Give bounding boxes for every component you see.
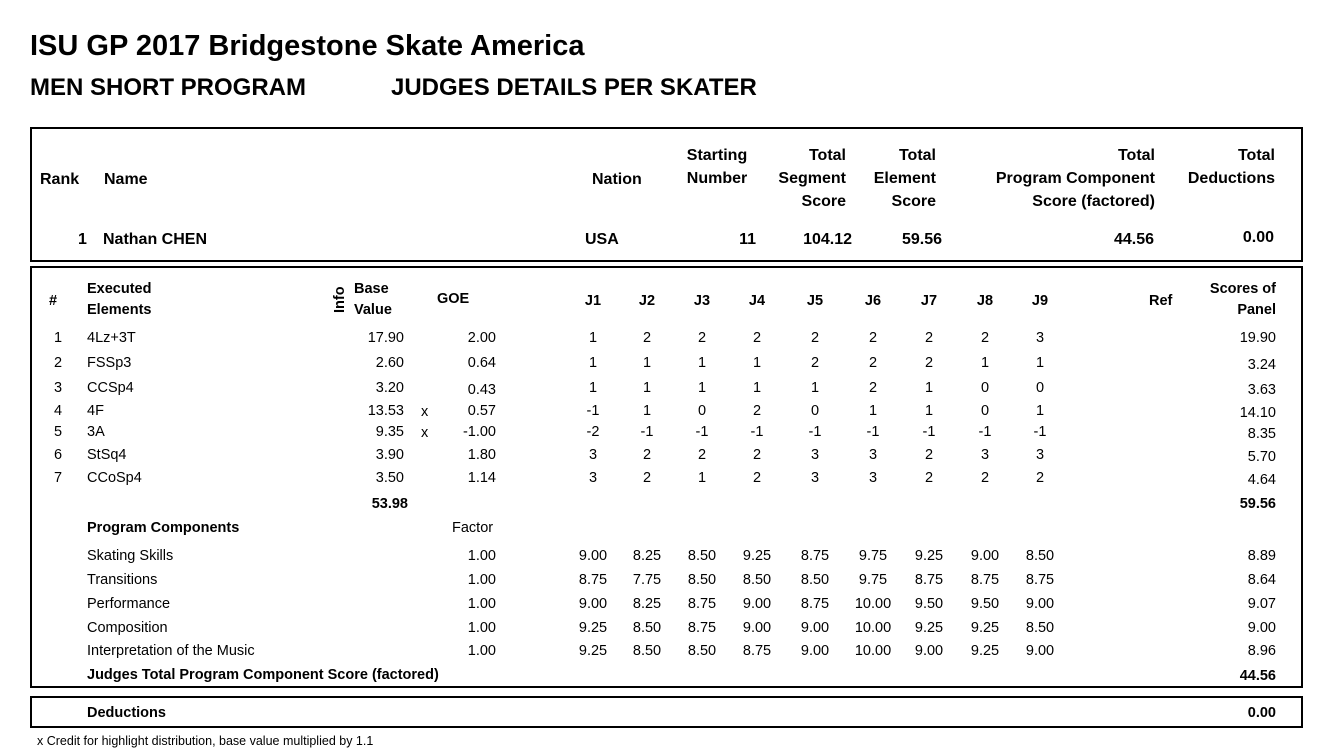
component-panel-score: 8.96 [1247, 643, 1276, 659]
element-judge-score: 2 [810, 330, 820, 346]
element-info-flag: x [421, 404, 429, 420]
skater-starting-number: 11 [739, 231, 756, 248]
element-judge-score: -1 [1033, 424, 1047, 440]
element-panel-score: 3.24 [1247, 357, 1276, 373]
element-judge-score: 2 [980, 470, 990, 486]
executed-elements-header: Executed Elements [87, 281, 152, 318]
component-judge-score: 8.50 [687, 548, 717, 564]
component-factor: 1.00 [467, 548, 496, 564]
component-judge-score: 8.75 [687, 596, 717, 612]
skater-rank: 1 [78, 231, 87, 248]
element-judge-score: 2 [980, 330, 990, 346]
component-judge-score: 10.00 [854, 596, 892, 612]
element-panel-score: 3.63 [1247, 382, 1276, 398]
element-judge-score: 1 [924, 403, 934, 419]
total-element-score-header: Total Element Score [873, 147, 936, 210]
element-number-header: # [49, 293, 58, 309]
elements-total-panel-score: 59.56 [1239, 496, 1276, 512]
page-title: ISU GP 2017 Bridgestone Skate America [30, 30, 585, 62]
skater-nation: USA [585, 231, 619, 248]
element-judge-score: 3 [588, 447, 598, 463]
element-judge-score: 1 [752, 355, 762, 371]
nation-header: Nation [592, 171, 642, 188]
element-judge-score: 2 [642, 330, 652, 346]
component-name: Transitions [87, 572, 158, 588]
element-judge-score: 2 [752, 403, 762, 419]
component-judge-score: 9.00 [914, 643, 944, 659]
component-name: Skating Skills [87, 548, 174, 564]
element-judge-score: -1 [866, 424, 880, 440]
element-panel-score: 8.35 [1247, 426, 1276, 442]
element-goe: 0.43 [467, 382, 496, 398]
component-judge-score: 9.50 [914, 596, 944, 612]
component-judge-score: 8.50 [632, 620, 662, 636]
element-judge-score: -1 [922, 424, 936, 440]
element-judge-score: -2 [586, 424, 600, 440]
element-info-flag: x [421, 425, 429, 441]
component-judge-score: 9.00 [1025, 643, 1055, 659]
component-panel-score: 9.07 [1247, 596, 1276, 612]
component-judge-score: 8.50 [742, 572, 772, 588]
component-panel-score: 8.64 [1247, 572, 1276, 588]
segment-title: MEN SHORT PROGRAM [30, 74, 306, 101]
name-header: Name [104, 171, 148, 188]
element-judge-score: -1 [808, 424, 822, 440]
component-judge-score: 8.75 [742, 643, 772, 659]
component-judge-score: 8.25 [632, 596, 662, 612]
skater-total-pcs: 44.56 [1113, 231, 1154, 248]
element-judge-score: 0 [697, 403, 707, 419]
element-judge-score: -1 [586, 403, 600, 419]
element-judge-score: -1 [750, 424, 764, 440]
element-panel-score: 5.70 [1247, 449, 1276, 465]
element-name: FSSp3 [87, 355, 132, 371]
ref-header: Ref [1149, 293, 1173, 309]
deductions-box [30, 696, 1303, 728]
element-judge-score: 1 [642, 355, 652, 371]
component-judge-score: 8.25 [632, 548, 662, 564]
element-judge-score: 2 [924, 330, 934, 346]
element-base-value: 13.53 [367, 403, 404, 419]
component-judge-score: 8.75 [970, 572, 1000, 588]
component-judge-score: 8.75 [578, 572, 608, 588]
element-judge-score: -1 [640, 424, 654, 440]
element-judge-score: 2 [697, 447, 707, 463]
element-judge-score: 3 [810, 470, 820, 486]
element-judge-score: 2 [697, 330, 707, 346]
rank-header: Rank [40, 171, 80, 188]
element-judge-score: 1 [588, 330, 598, 346]
component-judge-score: 8.50 [1025, 620, 1055, 636]
pcs-total-label: Judges Total Program Component Score (factored) [87, 667, 439, 683]
total-deductions-header: Total Deductions [1187, 147, 1275, 187]
scores-of-panel-header: Scores of Panel [1209, 281, 1276, 318]
component-name: Composition [87, 620, 168, 636]
component-judge-score: 8.50 [1025, 548, 1055, 564]
element-judge-score: 1 [924, 380, 934, 396]
element-goe: 0.64 [467, 355, 496, 371]
element-judge-score: 1 [868, 403, 878, 419]
element-judge-score: -1 [978, 424, 992, 440]
element-judge-score: 3 [1035, 330, 1045, 346]
base-value-header: Base Value [354, 281, 392, 318]
element-judge-score: 2 [642, 447, 652, 463]
component-judge-score: 9.00 [970, 548, 1000, 564]
element-name: StSq4 [87, 447, 127, 463]
element-judge-score: 3 [980, 447, 990, 463]
element-goe: -1.00 [462, 424, 496, 440]
element-judge-score: 1 [752, 380, 762, 396]
factor-label: Factor [452, 520, 494, 536]
element-name: 4Lz+3T [87, 330, 136, 346]
component-judge-score: 9.50 [970, 596, 1000, 612]
element-judge-score: -1 [695, 424, 709, 440]
element-judge-score: 1 [588, 355, 598, 371]
element-goe: 1.80 [467, 447, 496, 463]
component-judge-score: 9.00 [578, 548, 608, 564]
judge-header-9: J9 [1031, 293, 1049, 309]
element-judge-score: 1 [980, 355, 990, 371]
info-header: Info [332, 286, 348, 313]
element-number: 5 [53, 424, 63, 440]
judge-header-4: J4 [748, 293, 766, 309]
component-judge-score: 9.25 [578, 643, 608, 659]
element-judge-score: 1 [697, 380, 707, 396]
element-judge-score: 2 [752, 330, 762, 346]
program-components-label: Program Components [87, 520, 240, 536]
element-judge-score: 3 [810, 447, 820, 463]
skater-total-segment-score: 104.12 [803, 231, 852, 248]
pcs-total-value: 44.56 [1239, 668, 1276, 684]
judge-header-3: J3 [693, 293, 711, 309]
component-judge-score: 8.50 [687, 572, 717, 588]
judge-header-7: J7 [920, 293, 938, 309]
element-name: CCoSp4 [87, 470, 142, 486]
element-panel-score: 14.10 [1239, 405, 1276, 421]
component-judge-score: 8.75 [800, 548, 830, 564]
element-judge-score: 1 [1035, 403, 1045, 419]
judge-header-8: J8 [976, 293, 994, 309]
component-judge-score: 8.75 [800, 596, 830, 612]
element-name: 3A [87, 424, 105, 440]
component-judge-score: 10.00 [854, 643, 892, 659]
element-goe: 2.00 [467, 330, 496, 346]
component-judge-score: 9.25 [914, 620, 944, 636]
element-judge-score: 2 [868, 330, 878, 346]
component-judge-score: 9.25 [970, 643, 1000, 659]
element-judge-score: 3 [868, 447, 878, 463]
deductions-label: Deductions [87, 705, 166, 721]
judge-header-2: J2 [638, 293, 656, 309]
total-pcs-header: Total Program Component Score (factored) [995, 147, 1155, 210]
component-judge-score: 9.25 [742, 548, 772, 564]
element-judge-score: 2 [924, 447, 934, 463]
component-judge-score: 9.00 [800, 620, 830, 636]
element-judge-score: 0 [810, 403, 820, 419]
element-panel-score: 19.90 [1239, 330, 1276, 346]
component-judge-score: 7.75 [632, 572, 662, 588]
element-judge-score: 2 [810, 355, 820, 371]
component-judge-score: 9.75 [858, 572, 888, 588]
component-judge-score: 9.00 [742, 596, 772, 612]
deductions-value: 0.00 [1247, 705, 1276, 721]
element-number: 1 [53, 330, 63, 346]
element-judge-score: 1 [588, 380, 598, 396]
component-judge-score: 8.50 [800, 572, 830, 588]
element-judge-score: 0 [1035, 380, 1045, 396]
element-judge-score: 1 [697, 470, 707, 486]
element-base-value: 3.50 [375, 470, 404, 486]
element-judge-score: 3 [1035, 447, 1045, 463]
element-name: CCSp4 [87, 380, 134, 396]
element-judge-score: 1 [642, 380, 652, 396]
component-panel-score: 9.00 [1247, 620, 1276, 636]
element-base-value: 3.20 [375, 380, 404, 396]
component-panel-score: 8.89 [1247, 548, 1276, 564]
elements-total-base-value: 53.98 [371, 496, 408, 512]
judge-header-6: J6 [864, 293, 882, 309]
component-judge-score: 8.50 [632, 643, 662, 659]
component-judge-score: 9.75 [858, 548, 888, 564]
skater-total-element-score: 59.56 [901, 231, 942, 248]
element-base-value: 9.35 [375, 424, 404, 440]
judge-header-5: J5 [806, 293, 824, 309]
component-name: Performance [87, 596, 171, 612]
element-judge-score: 2 [642, 470, 652, 486]
goe-header: GOE [437, 291, 470, 307]
element-judge-score: 1 [697, 355, 707, 371]
component-factor: 1.00 [467, 596, 496, 612]
starting-number-header: Starting Number [686, 147, 748, 187]
element-goe: 1.14 [467, 470, 496, 486]
element-goe: 0.57 [467, 403, 496, 419]
element-judge-score: 0 [980, 380, 990, 396]
element-judge-score: 2 [1035, 470, 1045, 486]
component-factor: 1.00 [467, 643, 496, 659]
component-judge-score: 9.00 [800, 643, 830, 659]
skater-total-deductions: 0.00 [1242, 229, 1274, 246]
element-judge-score: 1 [1035, 355, 1045, 371]
element-judge-score: 2 [868, 380, 878, 396]
element-judge-score: 2 [752, 447, 762, 463]
element-base-value: 17.90 [367, 330, 404, 346]
component-judge-score: 8.75 [1025, 572, 1055, 588]
total-segment-score-header: Total Segment Score [778, 147, 846, 210]
element-name: 4F [87, 403, 104, 419]
element-base-value: 3.90 [375, 447, 404, 463]
element-judge-score: 2 [924, 355, 934, 371]
element-number: 4 [53, 403, 63, 419]
element-judge-score: 1 [810, 380, 820, 396]
element-panel-score: 4.64 [1247, 472, 1276, 488]
element-judge-score: 2 [924, 470, 934, 486]
component-judge-score: 9.25 [578, 620, 608, 636]
element-judge-score: 2 [868, 355, 878, 371]
skater-name: Nathan CHEN [103, 231, 208, 248]
component-judge-score: 8.50 [687, 643, 717, 659]
component-judge-score: 9.25 [970, 620, 1000, 636]
component-name: Interpretation of the Music [87, 643, 255, 659]
element-judge-score: 0 [980, 403, 990, 419]
footnote: x Credit for highlight distribution, base value multiplied by 1.1 [37, 734, 374, 748]
component-factor: 1.00 [467, 620, 496, 636]
element-number: 2 [53, 355, 63, 371]
component-judge-score: 8.75 [914, 572, 944, 588]
element-number: 3 [53, 380, 63, 396]
component-factor: 1.00 [467, 572, 496, 588]
element-number: 6 [53, 447, 63, 463]
component-judge-score: 9.00 [742, 620, 772, 636]
component-judge-score: 9.00 [1025, 596, 1055, 612]
element-judge-score: 3 [868, 470, 878, 486]
judge-header-1: J1 [584, 293, 602, 309]
report-title: JUDGES DETAILS PER SKATER [391, 74, 757, 101]
element-base-value: 2.60 [375, 355, 404, 371]
component-judge-score: 8.75 [687, 620, 717, 636]
component-judge-score: 10.00 [854, 620, 892, 636]
element-judge-score: 3 [588, 470, 598, 486]
component-judge-score: 9.00 [578, 596, 608, 612]
component-judge-score: 9.25 [914, 548, 944, 564]
element-judge-score: 2 [752, 470, 762, 486]
element-number: 7 [53, 470, 63, 486]
element-judge-score: 1 [642, 403, 652, 419]
